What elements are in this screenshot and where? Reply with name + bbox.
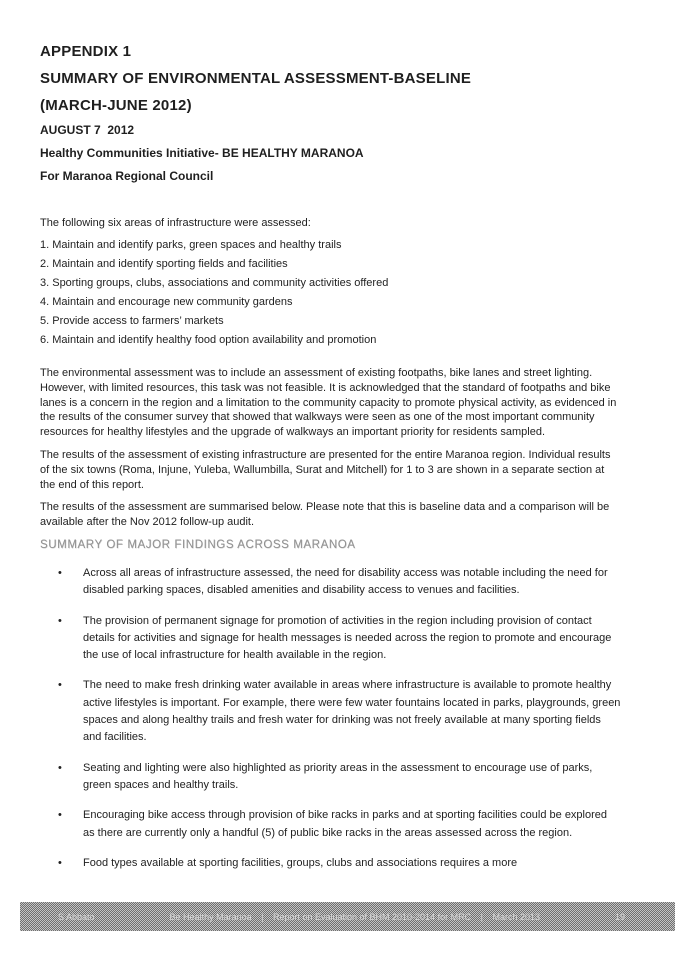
footer-program: Be Healthy Maranoa	[169, 911, 252, 922]
list-item: 1. Maintain and identify parks, green spaces and healthy trails	[40, 239, 342, 251]
finding-text: The provision of permanent signage for promotion of activities in the region including provision of contact details for activities and signage for health messages is needed across the region to promote and encourage the use of local infrastructure for health available in the region.	[83, 614, 612, 662]
finding-item	[40, 760, 622, 795]
title-date-range: (MARCH-JUNE 2012)	[40, 97, 192, 114]
list-item: 4. Maintain and encourage new community gardens	[40, 296, 293, 308]
finding-text: The need to make fresh drinking water available in areas where infrastructure is available to promote healthy active lifestyles is important. For example, there were few water fountains located in parks, playgrounds, green spaces and along healthy trails and fresh water for drinking was not freely available at many sporting fields and facilities.	[83, 679, 621, 744]
bullet-icon: •	[58, 809, 62, 822]
footer-date: March 2013	[492, 911, 540, 922]
finding-text: Encouraging bike access through provision of bike racks in parks and at sporting facilities could be explored as there are currently only a handful (5) of public bike racks in the areas assessed across the region.	[83, 809, 608, 839]
finding-text: Seating and lighting were also highlighted as priority areas in the assessment to encourage use of parks, green spaces and healthy trails.	[83, 761, 593, 791]
assessment-areas-list	[40, 236, 622, 350]
bullet-icon: •	[58, 614, 62, 627]
footer-page-number: 19	[614, 911, 625, 922]
bullet-icon: •	[58, 856, 62, 869]
report-date: AUGUST 7 2012	[40, 123, 135, 137]
list-item: 2. Maintain and identify sporting fields and facilities	[40, 258, 288, 270]
footer-center-text	[95, 912, 615, 922]
list-item: 3. Sporting groups, clubs, associations and community activities offered	[40, 277, 389, 289]
finding-text: Across all areas of infrastructure assessed, the need for disability access was notable including the need for disabled parking spaces, disabled amenities and disability access to venues and facilities.	[83, 566, 608, 597]
footer-author: S Abbato	[58, 911, 95, 922]
footer-separator: |	[480, 911, 483, 922]
bullet-icon: •	[58, 761, 62, 774]
finding-item	[40, 677, 622, 746]
council-name: For Maranoa Regional Council	[40, 169, 214, 183]
intro-sentence: The following six areas of infrastructure were assessed:	[40, 217, 311, 229]
footer-report-title: Report on Evaluation of BHM 2010-2014 for MRC	[272, 911, 472, 922]
finding-item	[40, 807, 622, 842]
page-title: SUMMARY OF ENVIRONMENTAL ASSESSMENT-BASELINE	[40, 70, 472, 87]
finding-item	[40, 855, 622, 872]
finding-text: Food types available at sporting facilities, groups, clubs and associations requires a more	[83, 856, 518, 869]
finding-item	[40, 613, 622, 665]
bullet-icon: •	[58, 566, 62, 579]
paragraph: The environmental assessment was to include an assessment of existing footpaths, bike lanes and street lighting. However, with limited resources, this task was not feasible. It is acknowledged that the standard of footpaths and bike lanes is a concern in the region and a limitation to the community capacity to promote physical activity, as evidenced in the results of the consumer survey that showed that walkways were seen as one of the most important community resources for healthy lifestyles and the upgrade of walkways an important priority for residents sampled.	[40, 367, 617, 439]
footer-bar	[20, 902, 675, 931]
appendix-title: APPENDIX 1	[40, 43, 132, 60]
initiative-name: Healthy Communities Initiative- BE HEALTHY MARANOA	[40, 146, 364, 160]
findings-section-heading: SUMMARY OF MAJOR FINDINGS ACROSS MARANOA	[40, 538, 356, 551]
paragraph: The results of the assessment of existing infrastructure are presented for the entire Maranoa region. Individual results of the six towns (Roma, Injune, Yuleba, Wallumbilla, Surat and Mitchell) for 1 to 3 are shown in a separate section at the end of this report.	[40, 448, 611, 491]
list-item: 5. Provide access to farmers’ markets	[40, 315, 224, 327]
findings-list	[40, 565, 622, 872]
footer-separator: |	[261, 911, 264, 922]
finding-item	[40, 565, 622, 600]
paragraph: The results of the assessment are summarised below. Please note that this is baseline data and a comparison will be available after the Nov 2012 follow-up audit.	[40, 501, 610, 529]
body-paragraphs	[40, 366, 622, 530]
bullet-icon: •	[58, 679, 62, 692]
list-item: 6. Maintain and identify healthy food option availability and promotion	[40, 334, 377, 346]
